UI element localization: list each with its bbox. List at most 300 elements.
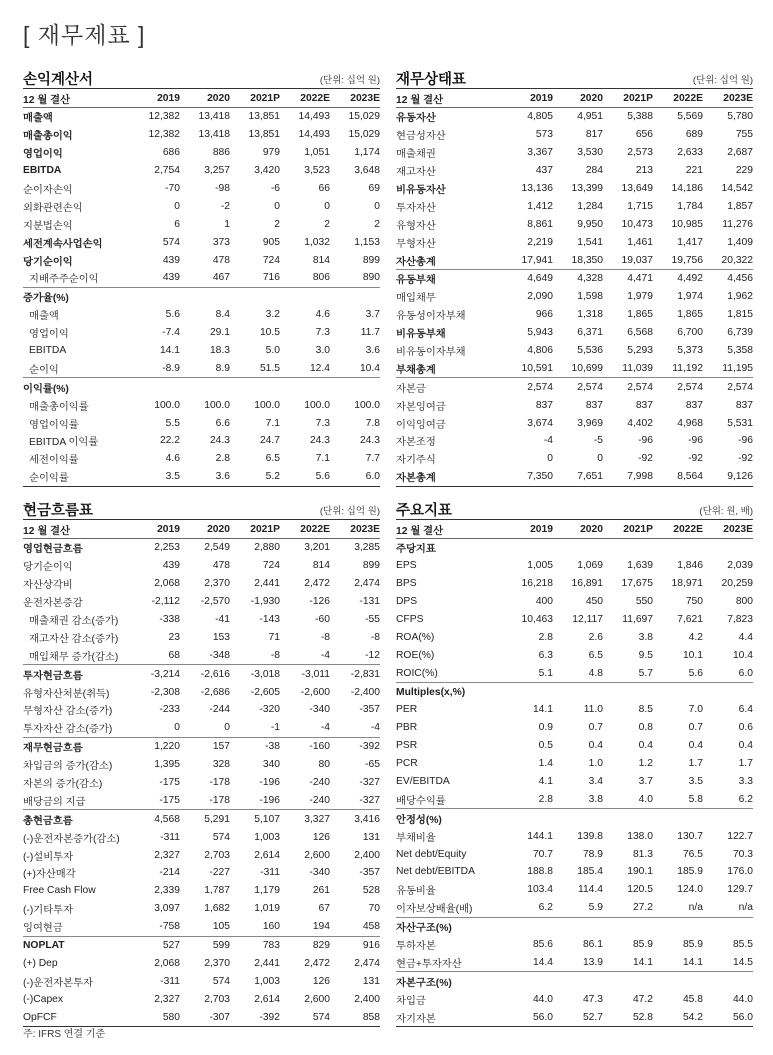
cell-value: 5.8	[688, 793, 703, 805]
cell-value: -126	[309, 596, 330, 608]
cell-value: 2.8	[538, 793, 553, 805]
cell-value: 9,126	[703, 468, 753, 486]
cell-value: 656	[635, 129, 653, 141]
cell-value: 2,339	[154, 885, 180, 897]
cell-value: 2,472	[304, 578, 330, 590]
table-row	[23, 628, 380, 646]
cell-value: 47.3	[582, 993, 603, 1005]
cell-value: 114.4	[577, 884, 603, 896]
cell-value: 13,649	[621, 183, 653, 194]
cell-value: 817	[585, 129, 603, 141]
cell-value: -240	[309, 794, 330, 806]
balance-sheet	[396, 68, 753, 487]
cell-value: 916	[330, 936, 380, 954]
cell-value: 340	[262, 759, 280, 771]
table-row	[396, 755, 753, 773]
cell-value: -196	[259, 794, 280, 806]
cell-value: 16,218	[521, 578, 553, 590]
cell-value: 13,418	[198, 129, 230, 141]
cell-value: 68	[168, 649, 180, 661]
table-row	[396, 251, 753, 269]
unit-label: (단위: 십억 원)	[692, 75, 753, 86]
cell-value: 890	[362, 272, 380, 284]
row-label: OpFCF	[23, 1008, 130, 1026]
period-label: 12 월 결산	[396, 89, 503, 108]
cell-value: 1,974	[677, 291, 703, 303]
cell-value: 85.6	[532, 939, 553, 951]
cell-value: 54.2	[653, 1008, 703, 1026]
cell-value: 10.1	[682, 649, 703, 661]
year-header: 2023E	[330, 520, 380, 539]
income-statement-table	[23, 89, 380, 487]
cell-value: 1,461	[627, 236, 653, 248]
table-row	[23, 414, 380, 432]
cell-value: 783	[230, 936, 280, 954]
cell-value: 4.4	[738, 631, 753, 643]
cell-value: 6.2	[738, 793, 753, 805]
key-indicators-table	[396, 520, 753, 1027]
cell-value: 1,639	[627, 560, 653, 572]
cell-value: 5.6	[688, 667, 703, 679]
cell-value: 528	[362, 885, 380, 897]
row-label: 비유동이자부채	[396, 347, 466, 359]
row-label: 무형자산	[396, 238, 436, 250]
cell-value: 4,492	[653, 270, 703, 288]
key-indicators-header	[396, 499, 753, 520]
cell-value: 4,951	[577, 111, 603, 123]
cell-value: 8.9	[215, 362, 230, 374]
cell-value: -214	[159, 867, 180, 879]
cell-value: 439	[162, 254, 180, 266]
row-label: 영업이익	[23, 149, 63, 161]
row-label: 유동비율	[396, 886, 436, 898]
cell-value: 1.2	[638, 758, 653, 770]
row-label: 지배주주순이익	[29, 274, 99, 286]
table-row	[396, 701, 753, 719]
cell-value: 10,463	[521, 614, 553, 625]
cell-value: 12.4	[309, 362, 330, 374]
cell-value: 5.2	[230, 468, 280, 486]
cell-value: 144.1	[527, 830, 553, 842]
table-row	[23, 575, 380, 593]
row-label: 당기순이익	[23, 256, 73, 268]
cell-value: -2,400	[350, 686, 380, 698]
cell-value: 724	[262, 254, 280, 266]
cell-value: 11,697	[622, 614, 653, 625]
year-header: 2023E	[703, 520, 753, 539]
cell-value: 2,574	[703, 378, 753, 396]
cell-value: 2,703	[204, 849, 230, 861]
footnote: 주: IFRS 연결 기준	[23, 1029, 106, 1040]
cell-value: -92	[688, 453, 703, 465]
cell-value: 10,591	[521, 362, 553, 374]
cell-value: 1,395	[154, 759, 180, 771]
cell-value: 153	[212, 631, 230, 643]
cell-value: 5.9	[588, 902, 603, 914]
cell-value: 2,633	[677, 147, 703, 159]
cell-value: 1,846	[677, 560, 703, 572]
cell-value: 17,941	[521, 254, 553, 266]
cell-value: 599	[180, 936, 230, 954]
row-label: 자기자본	[396, 1008, 503, 1026]
cell-value: 185.9	[677, 866, 703, 878]
table-row	[23, 611, 380, 629]
cell-value: 3,097	[154, 903, 180, 915]
cell-value: -5	[593, 435, 603, 447]
period-label: 12 월 결산	[23, 89, 130, 108]
table-row	[396, 646, 753, 664]
cell-value: -98	[215, 183, 230, 194]
year-header: 2022E	[653, 89, 703, 108]
row-label: 유동부채	[396, 270, 503, 288]
cell-value: 4,649	[503, 270, 553, 288]
cell-value: 11,195	[722, 362, 753, 374]
cell-value: 5,569	[677, 111, 703, 123]
cell-value: 6.3	[538, 649, 553, 661]
period-label: 12 월 결산	[23, 520, 130, 539]
cell-value: 1,051	[304, 147, 330, 159]
cell-value: -96	[738, 435, 753, 447]
cell-value: 188.8	[527, 866, 553, 878]
unit-label: (단위: 십억 원)	[319, 75, 380, 86]
cell-value: 18.3	[209, 345, 230, 357]
row-label: 순이자손익	[23, 185, 73, 196]
row-label: 총현금흐름	[23, 810, 130, 828]
cell-value: 837	[535, 399, 553, 411]
cell-value: -131	[359, 596, 380, 608]
cell-value: 120.5	[627, 884, 653, 896]
cell-value: -348	[209, 649, 230, 661]
cell-value: -7.4	[162, 327, 180, 339]
cell-value: 24.3	[359, 435, 380, 447]
cell-value: 1,019	[254, 903, 280, 915]
row-label: 자산구조(%)	[396, 917, 503, 935]
row-label: 매출채권 감소(증가)	[29, 616, 119, 627]
cell-value	[180, 378, 230, 396]
cell-value: 19,756	[671, 254, 703, 266]
cell-value: 1,865	[627, 309, 653, 321]
cell-value: 10.4	[732, 649, 753, 661]
row-label: 유동자산	[396, 113, 436, 125]
cell-value: 3,674	[527, 417, 553, 429]
cell-value: 0.4	[738, 740, 753, 752]
cell-value	[703, 809, 753, 827]
cell-value: 2,090	[527, 291, 553, 303]
cell-value: 689	[685, 129, 703, 141]
cell-value: 0	[274, 200, 280, 212]
cell-value: 458	[362, 921, 380, 933]
year-header: 2019	[503, 89, 553, 108]
cell-value: 2,039	[727, 560, 753, 572]
row-label: Free Cash Flow	[23, 885, 96, 897]
period-label: 12 월 결산	[396, 520, 503, 539]
cell-value: 13.9	[582, 956, 603, 968]
row-label: 이자보상배율(배)	[396, 904, 473, 916]
cell-value: 2.8	[538, 631, 553, 643]
table-row	[396, 664, 753, 682]
cell-value: 8.4	[215, 309, 230, 321]
cell-value: 2,370	[204, 957, 230, 969]
table-row	[23, 144, 380, 162]
cell-value: 979	[262, 147, 280, 159]
row-label: 배당금의 지급	[23, 796, 86, 808]
cell-value: -1	[270, 722, 280, 734]
year-header: 2023E	[330, 89, 380, 108]
cell-value: 29.1	[209, 327, 230, 339]
cell-value: 2,600	[304, 993, 330, 1005]
cell-value: 2,574	[503, 378, 553, 396]
cell-value: 2	[274, 218, 280, 230]
cell-value: 6.0	[330, 468, 380, 486]
cell-value: -311	[160, 831, 180, 843]
table-row	[396, 990, 753, 1008]
cell-value: 1,815	[727, 309, 753, 321]
cell-value: 3.8	[588, 793, 603, 805]
cell-value: 130.7	[677, 830, 703, 842]
cell-value: 439	[162, 272, 180, 284]
cell-value: 5.6	[165, 309, 180, 321]
cell-value: 11,192	[672, 362, 703, 374]
cell-value: 899	[362, 560, 380, 572]
cell-value: -92	[638, 453, 653, 465]
cell-value: 1,715	[627, 200, 653, 212]
table-row	[23, 557, 380, 575]
cell-value: 3.5	[688, 776, 703, 788]
table-row	[23, 918, 380, 936]
cell-value: 6.5	[265, 453, 280, 465]
cell-value: -758	[159, 921, 180, 933]
row-label: 운전자본증감	[23, 598, 83, 610]
cell-value: 2,573	[627, 147, 653, 159]
cell-value: -2	[220, 200, 230, 212]
cell-value: 0	[324, 200, 330, 212]
cell-value: -233	[159, 704, 180, 716]
row-label: (-)운전자본증가(감소)	[23, 833, 120, 845]
year-header: 2022E	[280, 520, 330, 539]
row-label: 투자자산	[396, 202, 436, 214]
cell-value	[553, 683, 603, 701]
section-title: 현금흐름표	[23, 503, 94, 519]
table-row	[23, 306, 380, 324]
cell-value: 2,474	[354, 957, 380, 969]
cell-value: 1,417	[677, 236, 703, 248]
cell-value: 229	[735, 165, 753, 177]
cell-value: 3.5	[130, 468, 180, 486]
row-label: 매입채무	[396, 293, 436, 305]
cell-value: 67	[318, 903, 330, 915]
table-row	[23, 468, 380, 486]
cell-value: 100.0	[154, 399, 180, 411]
cell-value: 814	[312, 254, 330, 266]
table-row	[23, 251, 380, 269]
cell-value: 3,257	[204, 165, 230, 177]
cell-value: 139.8	[577, 830, 603, 842]
row-label: Net debt/Equity	[396, 848, 467, 860]
table-row	[396, 414, 753, 432]
row-label: 자산상각비	[23, 580, 73, 592]
cell-value: 9.5	[638, 649, 653, 661]
row-label: 외화관련손익	[23, 202, 83, 214]
row-label: (-)Capex	[23, 993, 64, 1005]
cell-value	[330, 287, 380, 305]
row-label: 세전이익률	[29, 455, 79, 467]
cell-value: 70	[368, 903, 380, 915]
cell-value: 1,409	[727, 236, 753, 248]
cell-value: 4,456	[703, 270, 753, 288]
cell-value: 7,350	[503, 468, 553, 486]
cell-value: -311	[260, 867, 280, 879]
year-header: 2020	[553, 89, 603, 108]
cell-value: 4,402	[627, 417, 653, 429]
cell-value: -240	[309, 777, 330, 789]
cell-value: 6,700	[677, 327, 703, 339]
cell-value: 3,530	[577, 147, 603, 159]
cell-value: 284	[585, 165, 603, 177]
cell-value: n/a	[738, 902, 753, 914]
cell-value: 1,069	[577, 560, 603, 572]
table-row	[396, 359, 753, 377]
cell-value: 1,179	[254, 885, 280, 897]
cell-value: 194	[312, 921, 330, 933]
cell-value: 905	[262, 236, 280, 248]
table-header-row	[396, 520, 753, 539]
cell-value: 5,373	[677, 345, 703, 357]
cell-value: 4,805	[527, 111, 553, 123]
cell-value	[330, 378, 380, 396]
table-header-row	[23, 520, 380, 539]
cell-value: 1,003	[254, 831, 280, 843]
table-row	[396, 628, 753, 646]
cell-value: 527	[130, 936, 180, 954]
cell-value: 70.7	[532, 848, 553, 860]
cell-value: -4	[320, 649, 330, 661]
cell-value: -8	[370, 631, 380, 643]
cell-value: 3,367	[527, 147, 553, 159]
cell-value	[703, 539, 753, 557]
year-header: 2021P	[230, 520, 280, 539]
row-label: DPS	[396, 596, 418, 608]
cell-value: 24.3	[209, 435, 230, 447]
cell-value: 47.2	[632, 993, 653, 1005]
year-header: 2019	[503, 520, 553, 539]
cell-value	[703, 683, 753, 701]
cell-value: 858	[330, 1008, 380, 1026]
cell-value: 899	[362, 254, 380, 266]
cell-value: 6.4	[738, 704, 753, 716]
year-header: 2020	[553, 520, 603, 539]
cell-value: 23	[168, 631, 180, 643]
year-header: 2022E	[280, 89, 330, 108]
cell-value: -70	[165, 183, 180, 194]
row-label: 부채총계	[396, 364, 436, 376]
cell-value: 2	[374, 218, 380, 230]
table-row	[23, 359, 380, 377]
cell-value: 3,420	[254, 165, 280, 177]
row-label: 매출총이익률	[29, 401, 89, 413]
cell-value: 0	[174, 722, 180, 734]
cell-value: 966	[535, 309, 553, 321]
cell-value: -1,930	[250, 596, 280, 608]
table-header-row	[23, 89, 380, 108]
cell-value: 1.7	[738, 758, 753, 770]
cell-value: n/a	[688, 902, 703, 914]
cell-value: 13,851	[248, 111, 280, 123]
row-label: (+)자산매각	[23, 869, 76, 881]
cell-value: 814	[312, 560, 330, 572]
table-row	[396, 881, 753, 899]
cell-value: -4	[543, 435, 553, 447]
row-label: 재무현금흐름	[23, 737, 130, 755]
table-row	[396, 899, 753, 917]
table-row	[396, 611, 753, 629]
row-label: EBITDA	[29, 345, 67, 357]
row-label: ROE(%)	[396, 649, 435, 661]
year-header: 2020	[180, 520, 230, 539]
cell-value: 70.3	[732, 848, 753, 860]
cell-value: 6.6	[215, 417, 230, 429]
cell-value: 3.6	[180, 468, 230, 486]
table-row	[396, 719, 753, 737]
cell-value: 14.4	[532, 956, 553, 968]
table-row	[23, 646, 380, 664]
table-row	[23, 990, 380, 1008]
cell-value: 221	[685, 165, 703, 177]
cell-value: 0.5	[538, 740, 553, 752]
cell-value: -4	[320, 722, 330, 734]
cell-value: -2,308	[150, 686, 180, 698]
cell-value: 51.5	[259, 362, 280, 374]
section-title: 손익계산서	[23, 72, 94, 88]
cell-value: 4.1	[538, 776, 553, 788]
cell-value: 837	[585, 399, 603, 411]
cell-value: -3,214	[130, 665, 180, 683]
cell-value: 6	[174, 218, 180, 230]
cell-value: 1,412	[527, 200, 553, 212]
cell-value: 24.3	[309, 435, 330, 447]
cell-value: 686	[162, 147, 180, 159]
cell-value: 573	[535, 129, 553, 141]
cell-value: 750	[685, 596, 703, 608]
cell-value: 5.6	[280, 468, 330, 486]
cell-value: 574	[280, 1008, 330, 1026]
cell-value: 2,549	[204, 542, 230, 554]
cell-value: 4,471	[603, 270, 653, 288]
cell-value: 1,598	[577, 291, 603, 303]
cell-value: -2,600	[300, 686, 330, 698]
cell-value: 0.4	[688, 740, 703, 752]
table-row	[23, 791, 380, 809]
cell-value	[280, 287, 330, 305]
cell-value: 0.4	[588, 740, 603, 752]
table-row	[396, 1008, 753, 1026]
cell-value: 3,201	[304, 542, 330, 554]
cell-value	[703, 972, 753, 990]
row-label: 영업현금흐름	[23, 544, 83, 556]
table-row	[396, 180, 753, 198]
cell-value	[653, 539, 703, 557]
row-label: 영업이익	[29, 329, 69, 341]
cell-value: 724	[262, 560, 280, 572]
table-row	[23, 593, 380, 611]
table-row	[396, 270, 753, 288]
cell-value	[553, 917, 603, 935]
cell-value	[603, 683, 653, 701]
cell-value: 213	[635, 165, 653, 177]
cell-value: -41	[215, 614, 230, 625]
year-header: 2021P	[603, 89, 653, 108]
cell-value: 4.8	[588, 667, 603, 679]
cell-value: 3.4	[588, 776, 603, 788]
